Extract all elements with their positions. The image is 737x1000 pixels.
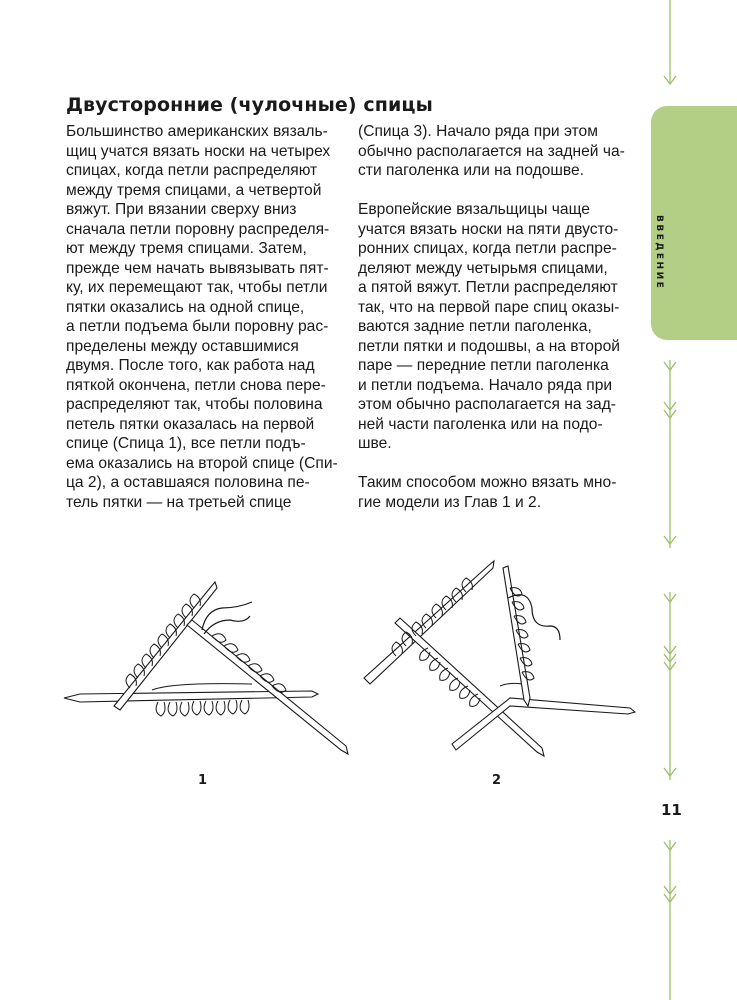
text-line: деляют между четырьмя спицами, [358,259,608,277]
text-line: так, что на первой паре спиц оказы- [358,298,620,316]
text-line: ней части паголенка или на подо- [358,415,603,433]
text-line: ют между тремя спицами. Затем, [66,240,307,257]
section-heading: Двусторонние (чулочные) спицы [66,94,433,116]
text-line: ваются задние петли паголенка, [358,318,592,335]
text-line: Европейские вязальщицы чаще [358,201,590,218]
paragraph-gap [358,454,643,474]
text-line: между тремя спицами, а четвертой [66,181,322,199]
text-line: а пятой вяжут. Петли распределяют [358,279,618,296]
right-text-column [358,122,643,512]
text-line: спице (Спица 1), все петли подъ- [66,435,306,452]
text-line: учатся вязать носки на пяти двусто- [358,220,619,238]
text-line: ема оказались на второй спице (Спи- [66,454,338,472]
text-line: петель пятки оказалась на первой [66,415,315,433]
text-line: ца 2), а оставшаяся половина пе- [66,474,310,491]
text-line: сначала петли поровну распределя- [66,220,330,238]
text-line: паре — передние петли паголенка [358,357,609,374]
text-line: петли пятки и подошвы, а на второй [358,337,620,355]
text-line: шве. [358,435,392,452]
text-line: Большинство американских вязаль- [66,123,328,140]
text-line: сти паголенка или на подошве. [358,162,584,179]
text-line: обычно располагается на задней ча- [358,142,625,160]
figure-1-label: 1 [198,773,208,788]
figure-four-needles-illustration [360,558,638,758]
text-line: ку, их перемещают так, чтобы петли [66,279,328,296]
text-line: двумя. После того, как работа над [66,357,315,374]
text-line: этом обычно располагается на зад- [358,396,616,413]
text-line: щиц учатся вязать носки на четырех [66,142,331,160]
text-line: прежде чем начать вывязывать пят- [66,259,329,277]
text-line: ронних спицах, когда петли распре- [358,240,617,257]
left-text-column [66,122,356,512]
page-number: 11 [661,801,682,819]
text-line: тель пятки — на третьей спице [66,493,292,511]
text-line: гие модели из Глав 1 и 2. [358,493,542,511]
figure-2-label: 2 [492,773,502,788]
text-line: (Спица 3). Начало ряда при этом [358,123,598,140]
text-line: пяткой окончена, петли снова пере- [66,376,326,394]
text-line: пятки оказались на одной спице, [66,298,305,316]
text-line: спицах, когда петли распределяют [66,162,318,179]
text-line: и петли подъема. Начало ряда при [358,376,613,394]
paragraph-gap [358,181,643,201]
figure-three-needles-illustration [62,578,350,758]
text-line: пределены между оставшимися [66,337,299,355]
text-line: а петли подъема были поровну рас- [66,318,329,335]
chapter-tab-label: ВВЕДЕНИЕ [654,215,664,291]
text-line: Таким способом можно вязать мно- [358,474,617,491]
text-line: вяжут. При вязании сверху вниз [66,201,297,218]
text-line: распределяют так, чтобы половина [66,396,323,413]
